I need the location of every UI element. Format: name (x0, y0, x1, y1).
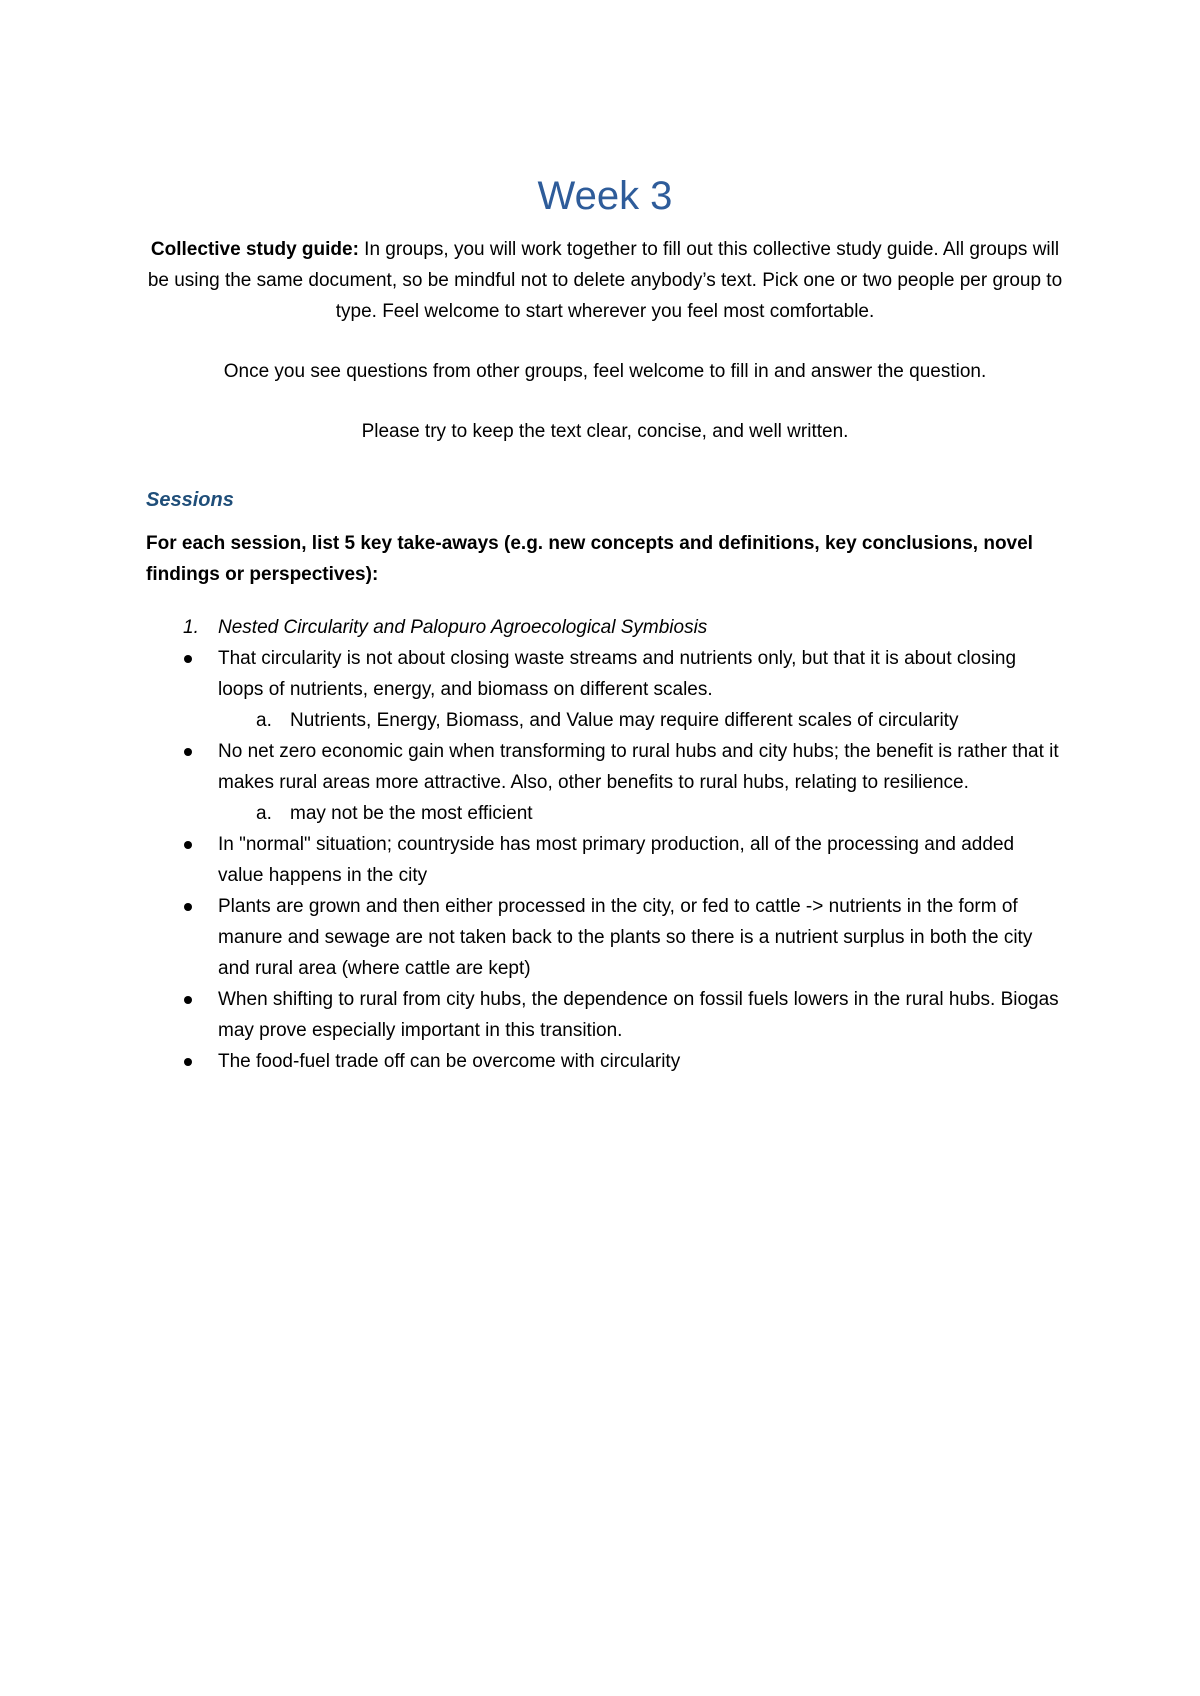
session-title (146, 612, 1064, 643)
takeaway-item (146, 891, 1064, 984)
intro-bold-label: Collective study guide: (150, 239, 359, 260)
questions-note: Once you see questions from other groups, feel welcome to fill in and answer the question. (223, 361, 987, 382)
takeaway-item (146, 829, 1064, 891)
takeaway-item (146, 984, 1064, 1046)
page-title: Week 3 (537, 174, 673, 218)
bullet-icon (184, 1058, 192, 1066)
takeaway-item (146, 1046, 1064, 1077)
takeaway-item (146, 736, 1064, 798)
subitem-text: Nutrients, Energy, Biomass, and Value may require different scales of circularity (290, 710, 959, 731)
takeaway-text: That circularity is not about closing waste streams and nutrients only, but that it is about closing loops of nutrients, energy, and biomass on different scales. (218, 648, 1017, 700)
clarity-note: Please try to keep the text clear, concise, and well written. (361, 421, 849, 442)
takeaway-subitem (146, 798, 1064, 829)
document-page (146, 170, 1064, 1077)
bullet-icon (184, 841, 192, 849)
session-item (146, 612, 1064, 1077)
bullet-icon (184, 903, 192, 911)
takeaway-list (146, 643, 1064, 1077)
takeaway-item (146, 643, 1064, 705)
session-title-text: Nested Circularity and Palopuro Agroecological Symbiosis (218, 617, 708, 638)
subitem-text: may not be the most efficient (290, 803, 533, 824)
takeaway-text: Plants are grown and then either processed in the city, or fed to cattle -> nutrients in the form of manure and sewage are not taken back to the plants so there is a nutrient surplus in both the city and rural area (where cattle are kept) (218, 896, 1033, 979)
subitem-letter: a. (256, 803, 272, 824)
sessions-heading: Sessions (146, 489, 234, 511)
takeaway-subitem (146, 705, 1064, 736)
takeaway-text: The food-fuel trade off can be overcome with circularity (218, 1051, 681, 1072)
takeaway-text: When shifting to rural from city hubs, the dependence on fossil fuels lowers in the rural hubs. Biogas may prove especially important in this transition. (218, 989, 1059, 1041)
intro-text: In groups, you will work together to fill out this collective study guide. All groups will be using the same document, so be mindful not to delete anybody’s text. Pick one or two people per group to type. Feel welcome to start wherever you feel most comfortable. (147, 239, 1063, 322)
takeaway-text: In "normal" situation; countryside has most primary production, all of the processing and added value happens in the city (218, 834, 1015, 886)
sessions-prompt: For each session, list 5 key take-aways (e.g. new concepts and definitions, key conclusions, novel findings or perspectives): (146, 533, 1033, 585)
bullet-icon (184, 655, 192, 663)
bullet-icon (184, 748, 192, 756)
intro-paragraph (146, 234, 1064, 327)
session-number: 1. (183, 617, 199, 638)
takeaway-text: No net zero economic gain when transforming to rural hubs and city hubs; the benefit is rather that it makes rural areas more attractive. Also, other benefits to rural hubs, relating to resilience. (218, 741, 1059, 793)
bullet-icon (184, 996, 192, 1004)
subitem-letter: a. (256, 710, 272, 731)
